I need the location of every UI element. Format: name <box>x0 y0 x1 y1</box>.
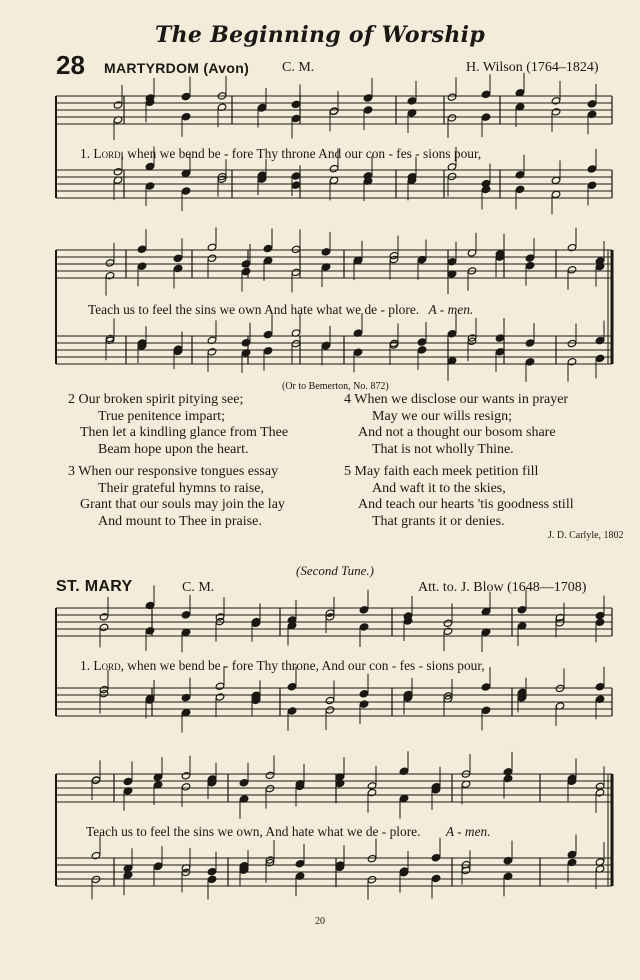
note <box>417 338 427 346</box>
lyric-text: when we bend be - fore Thy throne, And our con - fes - sions pour, <box>127 658 485 673</box>
note <box>587 181 597 189</box>
stanza-number: 5 <box>344 464 351 479</box>
note <box>567 339 577 347</box>
note <box>587 165 597 173</box>
note <box>181 783 191 791</box>
note <box>291 172 301 180</box>
note <box>181 187 191 195</box>
stanza-line: Our broken spirit pitying see; <box>78 392 244 407</box>
note <box>173 254 183 262</box>
note <box>241 267 251 275</box>
note <box>291 268 301 276</box>
note <box>215 682 225 690</box>
note <box>517 606 527 614</box>
note <box>181 772 191 780</box>
note <box>291 339 301 347</box>
note <box>325 696 335 704</box>
note <box>265 784 275 792</box>
note <box>291 181 301 189</box>
verse-number: 1. <box>80 146 91 161</box>
note <box>207 875 217 883</box>
note <box>359 690 369 698</box>
note <box>367 788 377 796</box>
note <box>99 613 109 621</box>
note <box>495 348 505 356</box>
note <box>447 93 457 101</box>
note <box>567 358 577 366</box>
note <box>241 260 251 268</box>
note <box>595 789 605 797</box>
note <box>495 334 505 342</box>
note <box>447 258 457 266</box>
note <box>525 358 535 366</box>
composer: Att. to. J. Blow (1648—1708) <box>418 580 587 595</box>
stanza <box>68 392 288 458</box>
meter: C. M. <box>182 580 215 595</box>
stanza <box>344 392 568 458</box>
stanza-line: Beam hope upon the heart. <box>98 441 249 457</box>
note <box>287 683 297 691</box>
note <box>287 707 297 715</box>
stanza-number: 2 <box>68 392 75 407</box>
stanza-line: Then let a kindling glance from Thee <box>80 425 289 440</box>
note <box>181 611 191 619</box>
stanza-line: And teach our hearts 'tis goodness still <box>358 497 574 512</box>
note <box>407 97 417 105</box>
note <box>207 348 217 356</box>
note <box>105 271 115 279</box>
note <box>359 623 369 631</box>
note <box>551 108 561 116</box>
note <box>567 266 577 274</box>
note <box>567 243 577 251</box>
note <box>525 261 535 269</box>
note <box>239 779 249 787</box>
note <box>91 851 101 859</box>
note <box>321 248 331 256</box>
note <box>399 794 409 802</box>
note <box>363 106 373 114</box>
second-tune-label: (Second Tune.) <box>296 563 374 578</box>
note <box>215 693 225 701</box>
alt-tune-note: (Or to Bemerton, No. 872) <box>282 381 389 392</box>
note <box>481 113 491 121</box>
note <box>137 262 147 270</box>
note <box>525 254 535 262</box>
note <box>417 346 427 354</box>
note <box>295 860 305 868</box>
lyric-first-word: Lord, <box>93 146 124 161</box>
note <box>329 107 339 115</box>
page-number: 20 <box>315 916 325 927</box>
lyric-text: when we bend be - fore Thy throne And our con - fes - sions pour, <box>127 146 482 161</box>
note <box>321 341 331 349</box>
note <box>153 862 163 870</box>
hymn-author: J. D. Carlyle, 1802 <box>548 530 624 541</box>
note <box>99 623 109 631</box>
note <box>481 683 491 691</box>
note <box>481 706 491 714</box>
note <box>367 875 377 883</box>
note <box>181 113 191 121</box>
lyric-line <box>86 824 491 840</box>
note <box>481 90 491 98</box>
note <box>123 777 133 785</box>
note <box>447 172 457 180</box>
note <box>145 627 155 635</box>
amen: A - men. <box>428 302 474 317</box>
note <box>447 330 457 338</box>
note <box>595 354 605 362</box>
stanza <box>68 464 285 530</box>
hymn-number: 28 <box>56 50 85 80</box>
note <box>145 162 155 170</box>
note <box>105 259 115 267</box>
stanza-number: 4 <box>344 392 351 407</box>
note <box>137 245 147 253</box>
note <box>551 97 561 105</box>
composer: H. Wilson (1764–1824) <box>466 60 599 75</box>
lyric-line <box>88 302 473 318</box>
stanza-line: Grant that our souls may join the lay <box>80 497 285 512</box>
note <box>595 618 605 626</box>
lyric-line <box>80 658 485 674</box>
note <box>431 854 441 862</box>
stanza-line: That is not wholly Thine. <box>372 441 514 457</box>
note <box>515 185 525 193</box>
stanza <box>344 464 574 530</box>
meter: C. M. <box>282 60 315 75</box>
lyric-text: Teach us to feel the sins we own, And hate what we de - plore. <box>86 824 421 839</box>
tune-name: MARTYRDOM (Avon) <box>104 60 250 76</box>
note <box>431 874 441 882</box>
note <box>265 771 275 779</box>
note <box>181 92 191 100</box>
stanza-line: Their grateful hymns to raise, <box>98 480 265 496</box>
note <box>207 867 217 875</box>
note <box>263 244 273 252</box>
note <box>207 254 217 262</box>
verse-number: 1. <box>80 658 91 673</box>
stanza-line: May faith each meek petition fill <box>354 464 539 479</box>
stanza-line: And waft it to the skies, <box>372 480 506 496</box>
note <box>447 114 457 122</box>
stanza-line: May we our wills resign; <box>372 408 512 424</box>
note <box>359 700 369 708</box>
note <box>567 850 577 858</box>
note <box>525 339 535 347</box>
note <box>291 100 301 108</box>
stanza-line: And mount to Thee in praise. <box>98 513 262 529</box>
lyric-line <box>80 146 481 162</box>
note <box>367 782 377 790</box>
note <box>367 854 377 862</box>
note <box>595 683 605 691</box>
note <box>363 94 373 102</box>
note <box>587 100 597 108</box>
stanza-line: That grants it or denies. <box>372 513 505 529</box>
note <box>113 101 123 109</box>
tune-name: ST. MARY <box>56 578 133 595</box>
lyric-text: Teach us to feel the sins we own And hate what we de - plore. <box>88 302 420 317</box>
stanza-number: 3 <box>68 464 75 479</box>
stanza-line: When our responsive tongues essay <box>78 464 279 479</box>
stanza-line: When we disclose our wants in prayer <box>354 392 569 407</box>
note <box>145 182 155 190</box>
note <box>291 114 301 122</box>
note <box>443 619 453 627</box>
lyric-first-word: Lord, <box>93 658 124 673</box>
note <box>263 347 273 355</box>
note <box>241 339 251 347</box>
note <box>515 171 525 179</box>
note <box>291 245 301 253</box>
stanza-line: True penitence impart; <box>98 408 226 424</box>
amen: A - men. <box>445 824 491 839</box>
page-title: The Beginning of Worship <box>154 22 486 48</box>
note <box>353 348 363 356</box>
note <box>325 706 335 714</box>
note <box>113 168 123 176</box>
stanza-line: And not a thought our bosom share <box>358 425 556 440</box>
note <box>329 164 339 172</box>
note <box>443 627 453 635</box>
note <box>91 776 101 784</box>
note <box>359 606 369 614</box>
note <box>263 330 273 338</box>
